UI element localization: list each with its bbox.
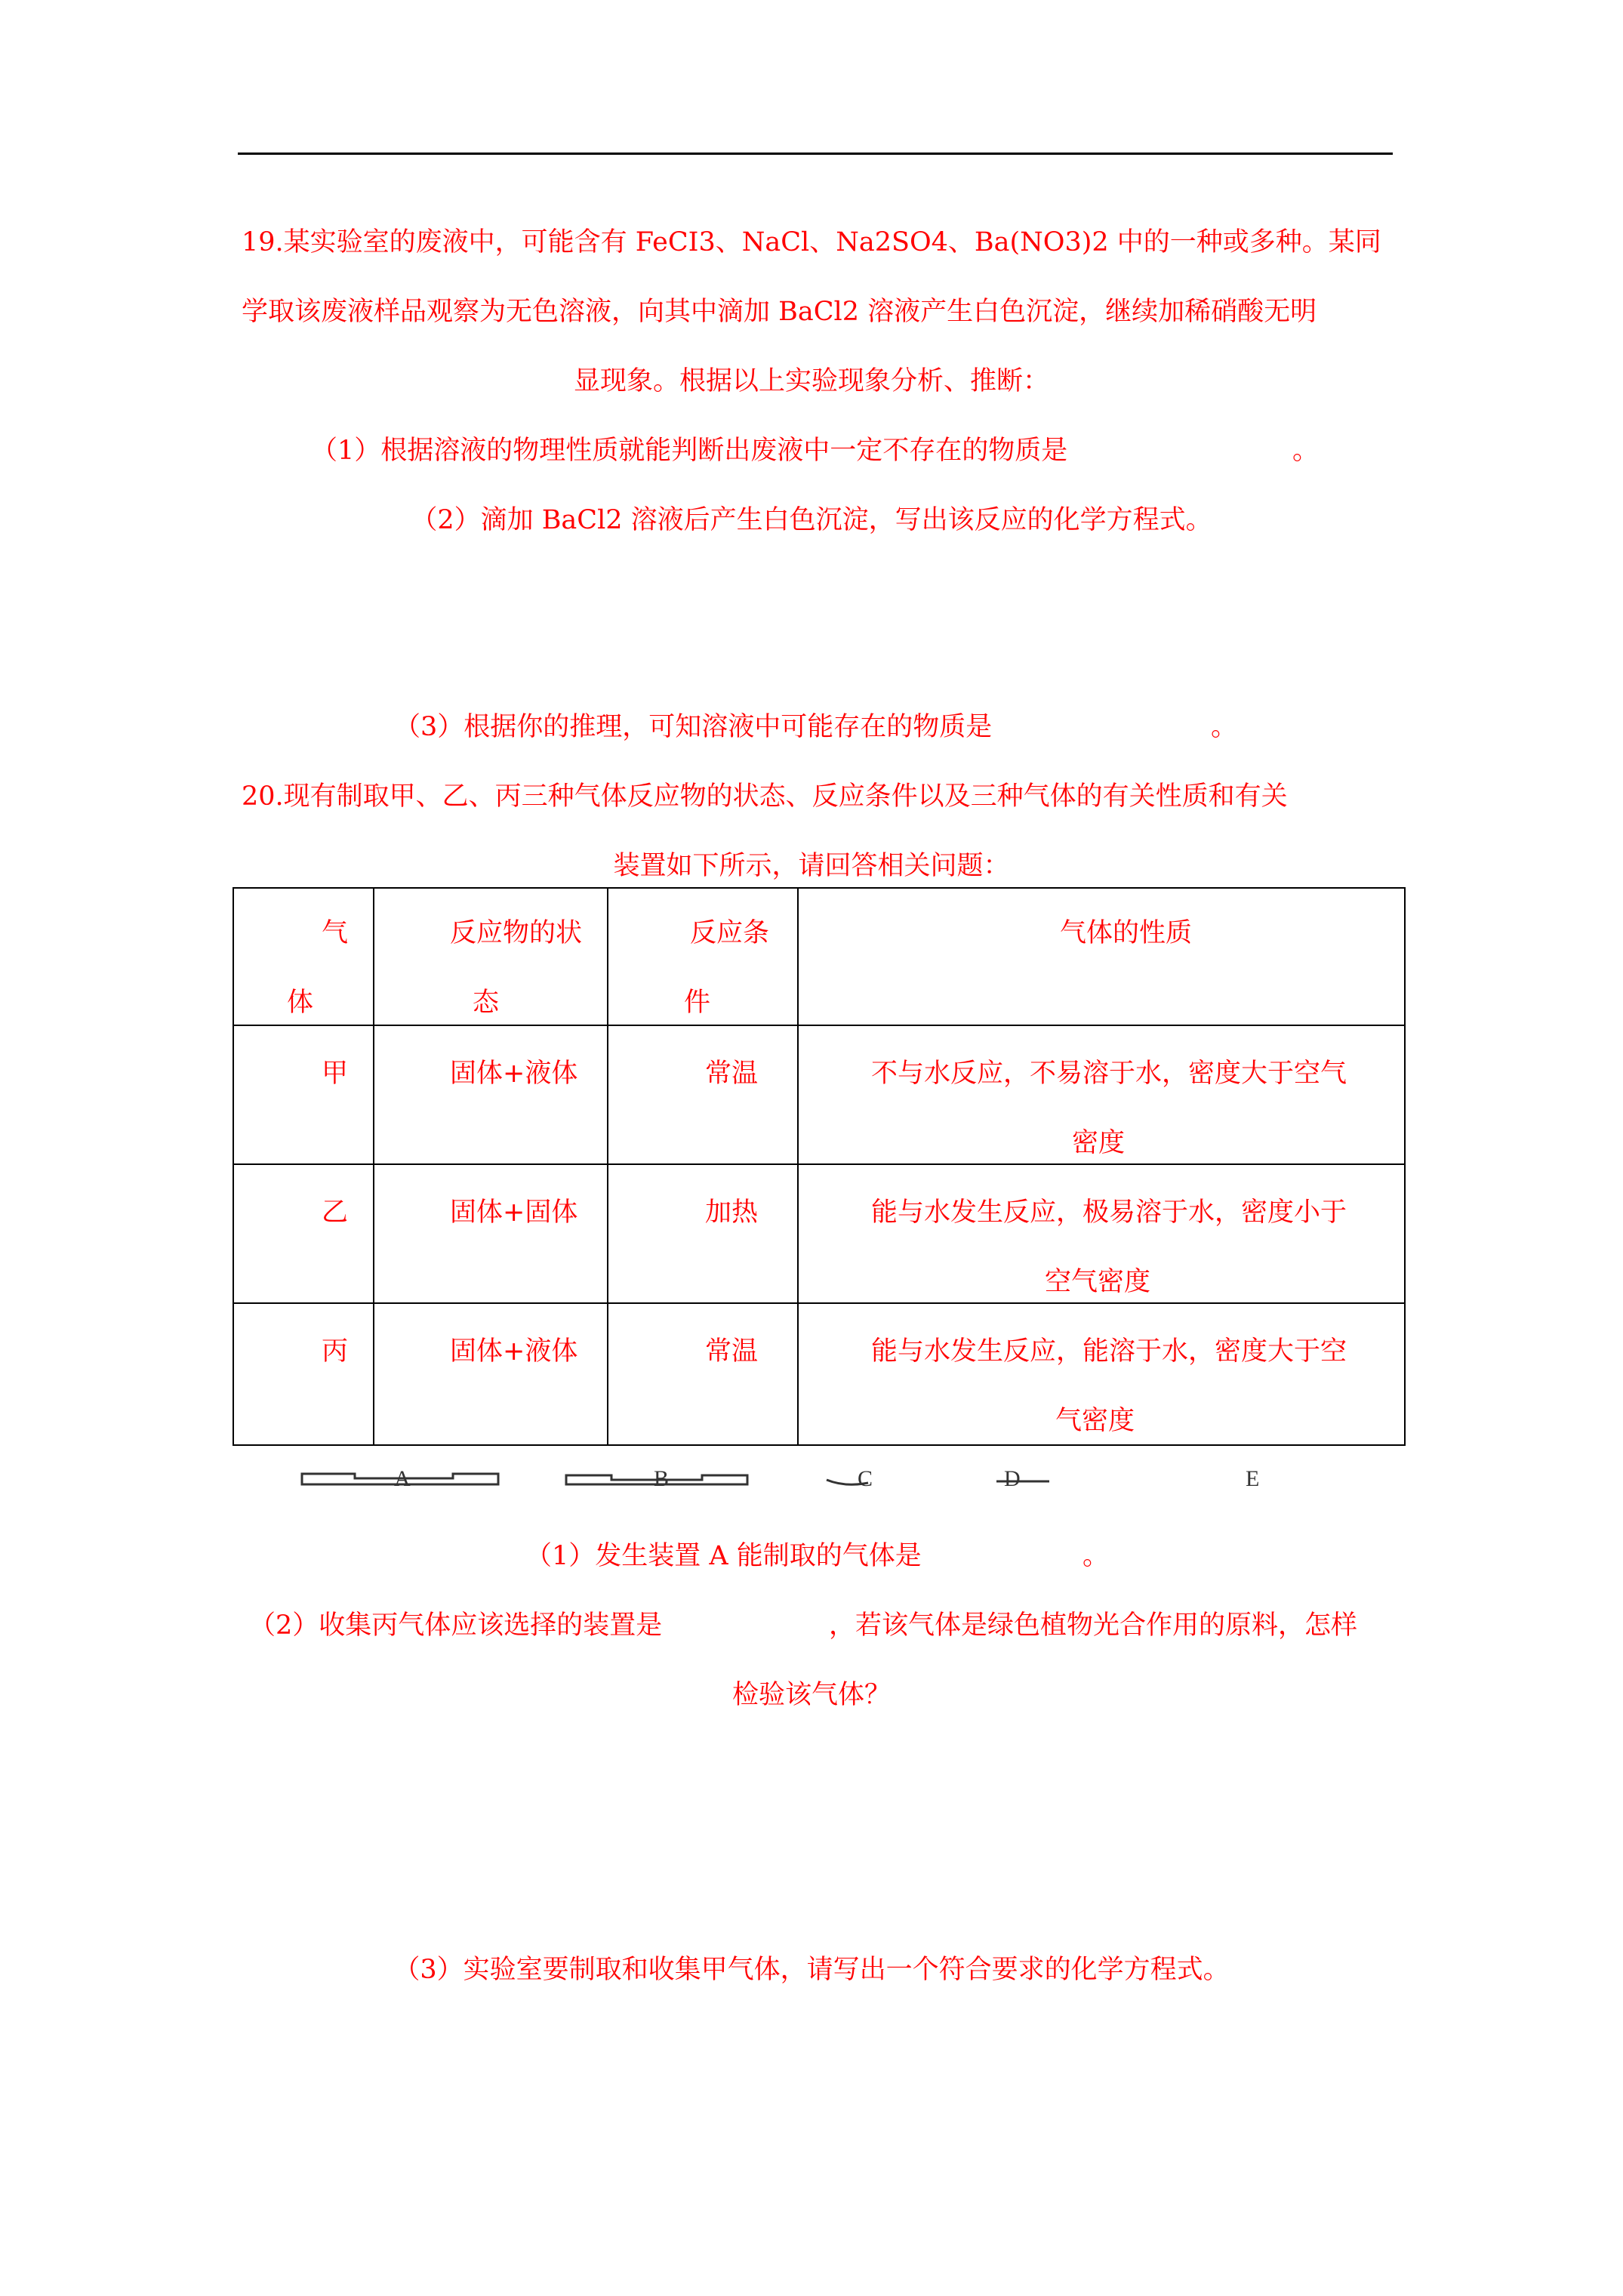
row1-property-l1: 不与水反应，不易溶于水，密度大于空气 <box>871 1059 1347 1089</box>
apparatus-label-b: B <box>654 1466 670 1491</box>
row2-gas: 乙 <box>322 1197 349 1228</box>
q20-sub2-cont: ，若该气体是绿色植物光合作用的原料，怎样 <box>829 1610 1358 1641</box>
row3-gas: 丙 <box>322 1336 349 1367</box>
q19-line1: 19.某实验室的废液中，可能含有 FeCI3、NaCl、Na2SO4、Ba(NO3)2 中的一种或多种。某同 <box>242 227 1381 257</box>
q19-sub3-end: 。 <box>1211 712 1238 742</box>
header-rule <box>238 153 1393 155</box>
row2-property-l1: 能与水发生反应，极易溶于水，密度小于 <box>871 1197 1347 1228</box>
table-row <box>233 1303 1405 1445</box>
q20-sub3: （3）实验室要制取和收集甲气体，请写出一个符合要求的化学方程式。 <box>393 1955 1230 1985</box>
table-row <box>233 1164 1405 1303</box>
q20-sub1-end: 。 <box>1083 1541 1110 1571</box>
row3-condition: 常温 <box>705 1336 759 1367</box>
header-cell-state: 反应物的状 态 <box>374 888 608 1025</box>
row3-property-l2: 气密度 <box>1055 1406 1135 1436</box>
apparatus-label-a: A <box>394 1466 411 1491</box>
q19-line3: 显现象。根据以上实验现象分析、推断： <box>573 366 1049 396</box>
header-cell-condition: 反应条 件 <box>608 888 798 1025</box>
apparatus-label-e: E <box>1246 1466 1260 1491</box>
row1-state: 固体+液体 <box>450 1059 578 1089</box>
row3-state: 固体+液体 <box>450 1336 578 1367</box>
row1-property-l2: 密度 <box>1072 1128 1126 1158</box>
row2-state: 固体+固体 <box>450 1197 578 1228</box>
header-cell-property: 气体的性质 <box>798 888 1405 1025</box>
q20-sub2-text: （2）收集丙气体应该选择的装置是 <box>249 1610 663 1641</box>
gas-table <box>233 887 1406 1446</box>
q19-sub3-text: （3）根据你的推理，可知溶液中可能存在的物质是 <box>394 712 993 742</box>
row1-condition: 常温 <box>705 1059 759 1089</box>
apparatus-label-c: C <box>858 1466 873 1491</box>
row2-property-l2: 空气密度 <box>1045 1267 1151 1297</box>
header-cell-gas: 气 体 <box>233 888 374 1025</box>
table-header-row <box>233 888 1405 1025</box>
q19-sub1-end: 。 <box>1292 436 1320 466</box>
q19-line2: 学取该废液样品观察为无色溶液，向其中滴加 BaCl2 溶液产生白色沉淀，继续加稀硝酸无明 <box>242 297 1317 327</box>
row1-gas: 甲 <box>322 1059 349 1089</box>
q19-sub2: （2）滴加 BaCl2 溶液后产生白色沉淀，写出该反应的化学方程式。 <box>411 505 1212 535</box>
q19-sub1-text: （1）根据溶液的物理性质就能判断出废液中一定不存在的物质是 <box>311 436 1068 466</box>
q20-sub2-question: 检验该气体？ <box>731 1680 891 1710</box>
q20-sub1-text: （1）发生装置 A 能制取的气体是 <box>525 1541 922 1571</box>
table-row <box>233 1025 1405 1164</box>
q20-line1: 20.现有制取甲、乙、丙三种气体反应物的状态、反应条件以及三种气体的有关性质和有关 <box>242 781 1288 812</box>
row3-property-l1: 能与水发生反应，能溶于水，密度大于空 <box>871 1336 1347 1367</box>
q20-line2: 装置如下所示，请回答相关问题： <box>613 851 1010 881</box>
row2-condition: 加热 <box>705 1197 759 1228</box>
apparatus-label-d: D <box>1004 1466 1021 1491</box>
